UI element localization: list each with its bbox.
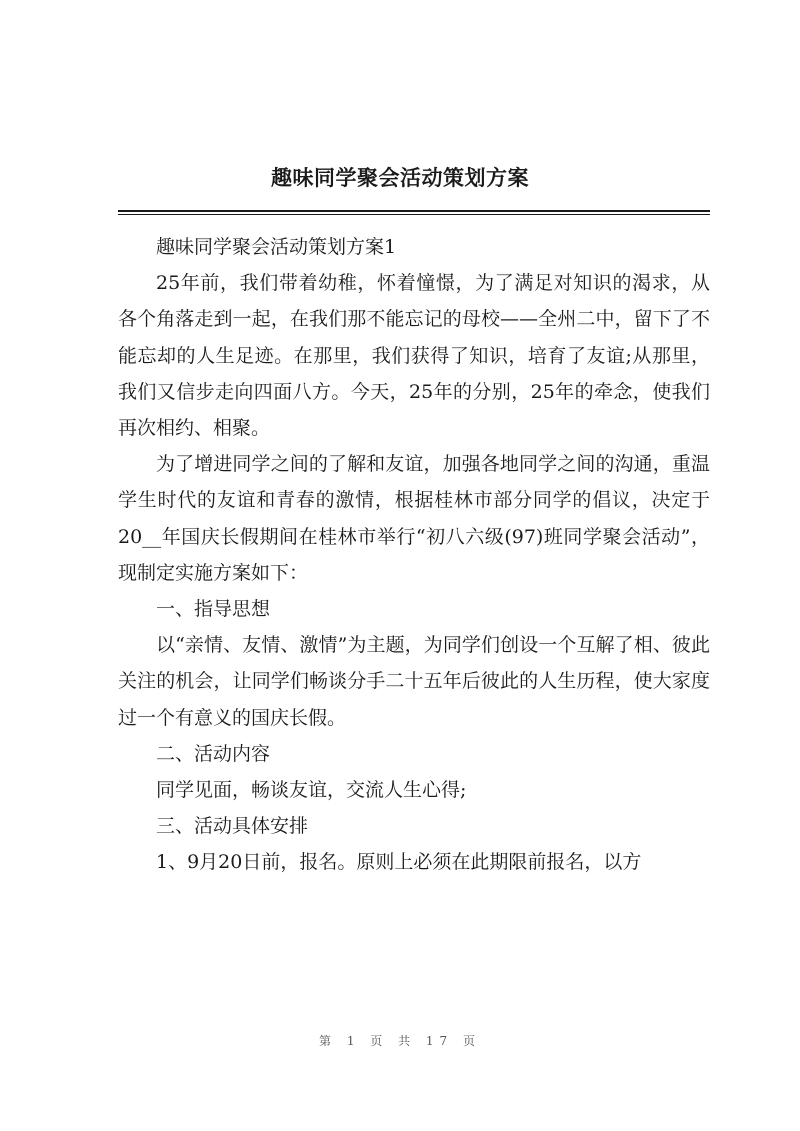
- section-heading-activity-content: 二、活动内容: [156, 742, 271, 765]
- section-heading-guiding-idea: 一、指导思想: [156, 598, 271, 621]
- section-heading-schedule: 三、活动具体安排: [156, 815, 309, 838]
- paragraph-purpose: 为了增进同学之间的了解和友谊，加强各地同学之间的沟通，重温学生时代的友谊和青春的激情，根据桂林市部分同学的倡议，决定于20__年国庆长假期间在桂林市举行“初八六级(97)班同学聚会活动”，现制定实施方案如下：: [118, 453, 710, 584]
- page-footer: 第 1 页 共 17 页: [319, 1034, 481, 1048]
- paragraph-activity-content: 同学见面，畅谈友谊，交流人生心得;: [156, 779, 467, 802]
- paragraph-schedule-item-1: 1、9月20日前，报名。原则上必须在此期限前报名，以方: [156, 851, 642, 874]
- document-body: [118, 229, 710, 881]
- paragraph-intro: 25年前，我们带着幼稚，怀着憧憬，为了满足对知识的渴求，从各个角落走到一起，在我们那不能忘记的母校——全州二中，留下了不能忘却的人生足迹。在那里，我们获得了知识，培育了友谊;从那里，我们又信步走向四面八方。今天，25年的分别，25年的牵念，使我们再次相约、相聚。: [118, 272, 710, 440]
- paragraph-guiding-idea: 以“亲情、友情、激情”为主题，为同学们创设一个互解了相、彼此关注的机会，让同学们畅谈分手二十五年后彼此的人生历程，使大家度过一个有意义的国庆长假。: [118, 634, 710, 729]
- title-divider-thick: [118, 210, 710, 212]
- title-divider-thin: [118, 214, 710, 215]
- document-title: 趣味同学聚会活动策划方案: [271, 165, 529, 190]
- subtitle-paragraph: 趣味同学聚会活动策划方案1: [156, 236, 397, 258]
